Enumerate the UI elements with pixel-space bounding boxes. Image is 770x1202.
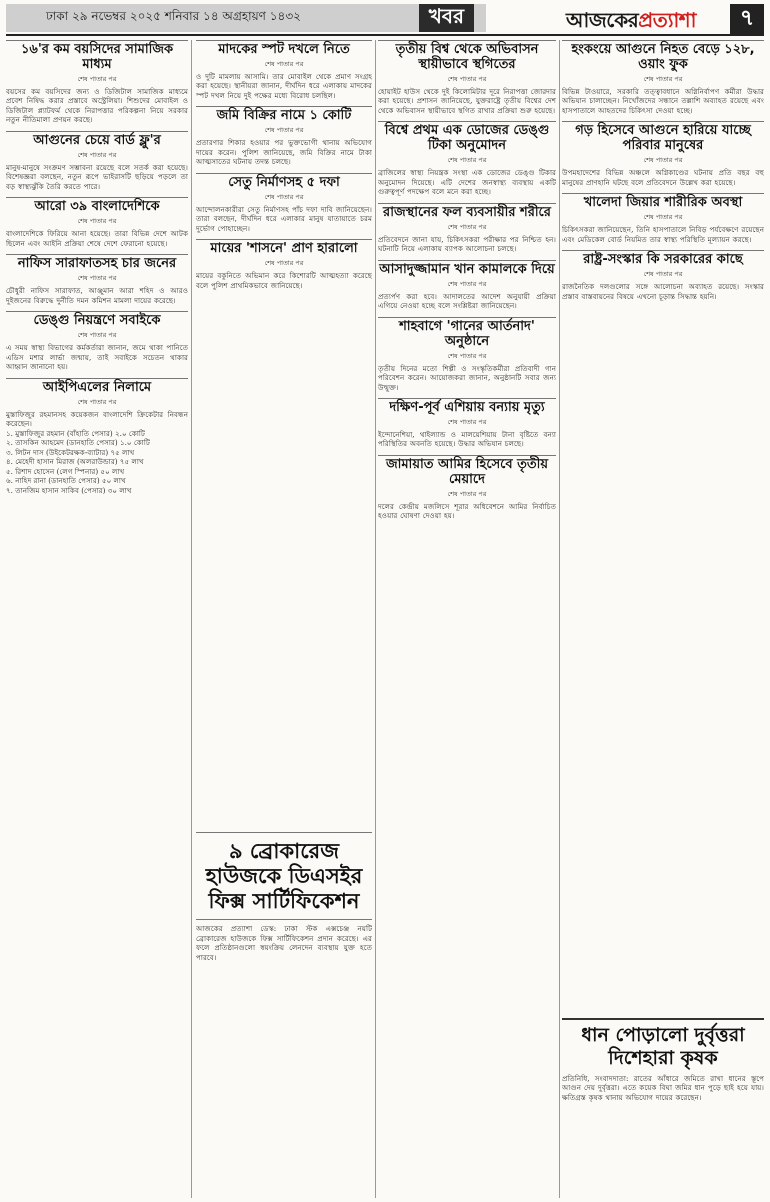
continued-label: শেষ পাতার পর bbox=[447, 74, 487, 83]
page-number: ৭ bbox=[730, 4, 764, 34]
story-shahbag bbox=[378, 317, 556, 392]
list-item: ৩. লিটন দাস (উইকেটরক্ষক-ব্যাটার) ৭৫ লাখ bbox=[6, 447, 135, 457]
story-land-sale bbox=[196, 106, 372, 166]
headline: ১৬'র কম বয়সিদের সামাজিক মাধ্যম bbox=[6, 40, 188, 74]
story-body: ব্রাজিলের স্বাস্থ্য নিয়ন্ত্রক সংস্থা এক ডোজের ডেঙ্গু টিকার অনুমোদন দিয়েছে। এটি দেশের জনস্বাস্থ্য ব্যবস্থায় একটি গুরুত্বপূর্ণ পদক্ষেপ বলে মনে করা হচ্ছে। bbox=[378, 168, 556, 197]
dateline: ঢাকা ২৯ নভেম্বর ২০২৫ শনিবার ১৪ অগ্রহায়ণ ১৪৩২ bbox=[46, 9, 301, 23]
story-ipl bbox=[6, 378, 188, 495]
continued-label: শেষ পাতার পর bbox=[447, 279, 487, 288]
continued-label: শেষ পাতার পর bbox=[264, 126, 304, 135]
headline: জমি বিক্রির নামে ১ কোটি bbox=[196, 106, 372, 125]
player-list bbox=[6, 429, 188, 496]
list-item: ৭. তানজিম হাসান সাকিব (পেসার) ৩০ লাখ bbox=[6, 485, 132, 495]
story-warning bbox=[6, 131, 188, 191]
headline: শাহবাগে 'গানের আর্তনাদ' অনুষ্ঠানে bbox=[378, 317, 556, 351]
continued-label: শেষ পাতার পর bbox=[77, 150, 117, 159]
headline: আরো ৩৯ বাংলাদেশিকে bbox=[6, 197, 188, 216]
story-body: প্রত্যর্পণ করা হবে। আদালতের আদেশ অনুযায়ী প্রক্রিয়া এগিয়ে নেওয়া হচ্ছে বলে সংশ্লিষ্টরা জানিয়েছেন। bbox=[378, 291, 556, 311]
story-body: মায়ের বকুনিতে অভিমান করে কিশোরটি আত্মহত্যা করেছে বলে পুলিশ প্রাথমিকভাবে জানিয়েছে। bbox=[196, 271, 372, 290]
story-body: রাজনৈতিক দলগুলোর সঙ্গে আলোচনা অব্যাহত রয়েছে। সংস্কার প্রস্তাব বাস্তবায়নের বিষয়ে এখনো চূড়ান্ত সিদ্ধান্ত হয়নি। bbox=[562, 282, 764, 301]
continued-label: শেষ পাতার পর bbox=[77, 274, 117, 283]
section-label: খবর bbox=[419, 4, 474, 32]
continued-label: শেষ পাতার পর bbox=[447, 351, 487, 360]
dateline-bar bbox=[6, 4, 486, 32]
column-divider bbox=[375, 40, 376, 1198]
continued-label: শেষ পাতার পর bbox=[643, 213, 683, 222]
continued-label: শেষ পাতার পর bbox=[643, 156, 683, 165]
headline: ডেঙ্গু নিয়ন্ত্রণে সবাইকে bbox=[6, 311, 188, 330]
continued-label: শেষ পাতার পর bbox=[77, 397, 117, 406]
story-bridge bbox=[196, 173, 372, 233]
story-khaleda bbox=[562, 193, 764, 244]
continued-label: শেষ পাতার পর bbox=[643, 270, 683, 279]
headline: হংকংয়ে আগুনে নিহত বেড়ে ১২৮, ওয়াং ফুক bbox=[562, 40, 764, 74]
headline: ৯ ব্রোকারেজ হাউজকে ডিএসইর ফিক্স সার্টিফিকেশন bbox=[196, 832, 372, 920]
story-sarafat bbox=[6, 254, 188, 305]
story-body: তৃতীয় দিনের মতো শিল্পী ও সংস্কৃতিকর্মীরা প্রতিবাদী গান পরিবেশন করেন। আয়োজকরা জানান, অনুষ্ঠানটি সবার জন্য উন্মুক্ত। bbox=[378, 363, 556, 392]
headline: খালেদা জিয়ার শারীরিক অবস্থা bbox=[562, 193, 764, 212]
story-body: ইন্দোনেশিয়া, থাইল্যান্ড ও মালয়েশিয়ায় টানা বৃষ্টিতে বন্যা পরিস্থিতির অবনতি হয়েছে। উদ্ধার অভিযান চলছে। bbox=[378, 429, 556, 449]
story-flood bbox=[378, 398, 556, 449]
headline: মাদকের স্পট দখলে নিতে bbox=[196, 40, 372, 59]
continued-label: শেষ পাতার পর bbox=[264, 192, 304, 201]
story-mother bbox=[196, 239, 372, 290]
story-body: আন্দোলনকারীরা সেতু নির্মাণসহ পাঁচ দফা দাবি জানিয়েছেন। তারা বলছেন, দীর্ঘদিন ধরে এলাকার মানুষ যাতায়াতে চরম দুর্ভোগ পোহাচ্ছেন। bbox=[196, 204, 372, 233]
column-divider bbox=[191, 40, 192, 1198]
story-reform bbox=[562, 250, 764, 301]
story-possession bbox=[196, 40, 372, 100]
story-body: বিভিন্ন টাওয়ারে, সরকারি তত্ত্বাবধানে অগ্নিনির্বাপণ কর্মীরা উদ্ধার অভিযান চালাচ্ছেন। নিখোঁজদের সন্ধানে তল্লাশি অব্যাহত রয়েছে এবং হাসপাতালে আহতদের চিকিৎসা দেওয়া হচ্ছে। bbox=[562, 86, 764, 115]
column-3 bbox=[378, 40, 556, 1198]
headline: সেতু নির্মাণসহ ৫ দফা bbox=[196, 173, 372, 192]
headline: মায়ের 'শাসনে' প্রাণ হারালো bbox=[196, 239, 372, 258]
story-jamaat bbox=[378, 455, 556, 521]
headline: আগুনের চেয়ে বার্ড ফ্লু'র bbox=[6, 131, 188, 150]
story-body: ও দুটি মামলায় আসামি। তার মোবাইল থেকে প্রমাণ সংগ্রহ করা হয়েছে। স্থানীয়রা জানান, দীর্ঘদিন ধরে এলাকায় মাদকের স্পট দখল নিয়ে দুই পক্ষের মধ্যে বিরোধ চলছিল। bbox=[196, 71, 372, 100]
story-vaccine bbox=[378, 121, 556, 196]
story-dengue bbox=[6, 311, 188, 371]
story-body: মুস্তাফিজুর রহমানসহ কয়েকজন বাংলাদেশি ক্রিকেটার নিবন্ধন করেছেন। bbox=[6, 409, 188, 429]
continued-label: শেষ পাতার পর bbox=[643, 74, 683, 83]
column-2 bbox=[196, 40, 372, 520]
story-body: প্রতিনিধি, সংবাদদাতা: রাতের আঁধারে জমিতে রাখা ধানের স্তূপে আগুন দেয় দুর্বৃত্তরা। এতে কয়েক বিঘা জমির ধান পুড়ে ছাই হয়ে যায়। ক্ষতিগ্রস্ত কৃষক থানায় অভিযোগ দায়ের করেছেন। bbox=[562, 1073, 764, 1102]
continued-label: শেষ পাতার পর bbox=[447, 156, 487, 165]
story-bangladesh-39 bbox=[6, 197, 188, 248]
headline: রাষ্ট্র-সংস্কার কি সরকারের কাছে bbox=[562, 250, 764, 269]
brand-logo: আজকেরপ্রত্যাশা bbox=[566, 8, 696, 32]
list-item: ৪. মেহেদী হাসান মিরাজ (অলরাউন্ডার) ৭৫ লাখ bbox=[6, 457, 144, 467]
story-fire-death bbox=[562, 40, 764, 115]
continued-label: শেষ পাতার পর bbox=[264, 259, 304, 268]
continued-label: শেষ পাতার পর bbox=[77, 331, 117, 340]
story-body: বয়সের কম বয়সিদের জন্য ও ডিজিটাল সামাজিক মাধ্যমে প্রবেশ নিষিদ্ধ করার প্রস্তাবে অস্ট্রেলিয়া। শিশুদের মোবাইল ও ডিজিটাল প্ল্যাটফর্ম থেকে নিরাপত্তার পরিকল্পনা নিয়ে সরকার নতুন নীতিমালা প্রণয়ন করছে। bbox=[6, 86, 188, 125]
story-brokerage bbox=[196, 832, 372, 1198]
continued-label: শেষ পাতার পর bbox=[264, 59, 304, 68]
column-divider bbox=[559, 40, 560, 1198]
story-body: দলের কেন্দ্রীয় মজলিসে শূরার অধিবেশনে আমির নির্বাচিত হওয়ার ঘোষণা দেওয়া হয়। bbox=[378, 501, 556, 521]
story-body: চিকিৎসকরা জানিয়েছেন, তিনি হাসপাতালে নিবিড় পর্যবেক্ষণে রয়েছেন এবং মেডিকেল বোর্ড নিয়মিত তার স্বাস্থ্য পরিস্থিতি মূল্যায়ন করছে। bbox=[562, 225, 764, 244]
list-item: ১. মুস্তাফিজুর রহমান (বাঁহাতি পেসার) ২.০ কোটি bbox=[6, 428, 145, 438]
story-rajshahi bbox=[378, 203, 556, 254]
headline: জামায়াত আমির হিসেবে তৃতীয় মেয়াদে bbox=[378, 455, 556, 489]
story-self-reliance bbox=[378, 40, 556, 115]
headline: তৃতীয় বিশ্ব থেকে অভিবাসন স্থায়ীভাবে স্থগিতের bbox=[378, 40, 556, 74]
headline: ধান পোড়ালো দুর্বৃত্তরা দিশেহারা কৃষক bbox=[581, 1024, 745, 1069]
list-item: ২. তাসকিন আহমেদ (ডানহাতি পেসার) ১.০ কোটি bbox=[6, 438, 150, 448]
continued-label: শেষ পাতার পর bbox=[447, 417, 487, 426]
continued-label: শেষ পাতার পর bbox=[447, 222, 487, 231]
story-paddy-fire bbox=[562, 1018, 764, 1198]
continued-label: শেষ পাতার পর bbox=[77, 74, 117, 83]
list-item: ৫. রিশাদ হোসেন (লেগ স্পিনার) ৫০ লাখ bbox=[6, 466, 125, 476]
story-body: মানুষ-মানুষে সংক্রমণ সম্ভাবনা রয়েছে বলে সতর্ক করা হয়েছে। বিশেষজ্ঞরা বলছেন, নতুন রূপে ভাইরাসটি ছড়িয়ে পড়লে তা বড় স্বাস্থ্যঝুঁকি তৈরি করতে পারে। bbox=[6, 162, 188, 191]
headline: গড় হিসেবে আগুনে হারিয়ে যাচ্ছে পরিবার মানুষের bbox=[562, 121, 764, 155]
headline: আসাদুজ্জামান খান কামালকে দিয়ে bbox=[379, 261, 555, 277]
story-body: প্রতারণার শিকার হওয়ার পর ভুক্তভোগী থানায় অভিযোগ দায়ের করেন। পুলিশ জানিয়েছে, জমি বিক্রির নামে টাকা আত্মসাতের ঘটনায় তদন্ত চলছে। bbox=[196, 138, 372, 167]
story-body: প্রতিবেদনে জানা যায়, চিকিৎসকরা পরীক্ষার পর নিশ্চিত হন। ঘটনাটি নিয়ে এলাকায় ব্যাপক আলোচনা চলছে। bbox=[378, 234, 556, 254]
headline: আইপিএলের নিলামে bbox=[6, 378, 188, 397]
headline: নাফিস সারাফাতসহ চার জনের bbox=[6, 254, 188, 273]
story-body: এ সময় স্বাস্থ্য বিভাগের কর্মকর্তারা জানান, জমে থাকা পানিতে এডিস মশার লার্ভা জন্মায়, তাই সবাইকে সচেতন থাকার আহ্বান জানানো হয়। bbox=[6, 343, 188, 372]
story-body: আজকের প্রত্যাশা ডেস্ক: ঢাকা স্টক এক্সচেঞ্জ নয়টি ব্রোকারেজ হাউজকে ফিক্স সার্টিফিকেশন প্রদান করেছে। এর ফলে প্রতিষ্ঠানগুলো স্বয়ংক্রিয় লেনদেন ব্যবস্থায় যুক্ত হতে পারবে। bbox=[196, 924, 372, 962]
column-1 bbox=[6, 40, 188, 1198]
story-body: হোয়াইট হাউস থেকে দুই কিলোমিটার দূরে নিরাপত্তা জোরদার করা হয়েছে। প্রশাসন জানিয়েছে, যুক্তরাষ্ট্রে তৃতীয় বিশ্বের দেশ থেকে অভিবাসন স্থায়ীভাবে স্থগিত রাখার প্রক্রিয়া শুরু হয়েছে। bbox=[378, 86, 556, 115]
headline: দক্ষিণ-পূর্ব এশিয়ায় বন্যায় মৃত্যু bbox=[378, 398, 556, 417]
headline: বিশ্বে প্রথম এক ডোজের ডেঙ্গু টিকা অনুমোদন bbox=[378, 121, 556, 155]
story-asaduzzaman bbox=[378, 260, 556, 311]
headline: রাজস্থানের ফল ব্যবসায়ীর শরীরে bbox=[378, 203, 556, 222]
story-body: চৌধুরী নাফিস সারাফাত, আঞ্জুমান আরা শহিদ ও আরও দুইজনের বিরুদ্ধে দুর্নীতি দমন কমিশন মামলা দায়ের করেছে। bbox=[6, 286, 188, 305]
masthead bbox=[6, 4, 764, 36]
column-4 bbox=[562, 40, 764, 1015]
story-body: উপমহাদেশের বিভিন্ন অঞ্চলে অগ্নিকাণ্ডের ঘটনায় প্রতি বছর বহু মানুষের প্রাণহানি ঘটছে বলে প্রতিবেদনে উল্লেখ করা হয়েছে। bbox=[562, 168, 764, 187]
story-garh-fire bbox=[562, 121, 764, 187]
continued-label: শেষ পাতার পর bbox=[447, 489, 487, 498]
story-body: বাংলাদেশিকে ফিরিয়ে আনা হয়েছে। তারা বিভিন্ন দেশে আটক ছিলেন এবং আইনি প্রক্রিয়া শেষে দেশে ফেরানো হয়েছে। bbox=[6, 229, 188, 248]
continued-label: শেষ পাতার পর bbox=[77, 217, 117, 226]
story-social-media bbox=[6, 40, 188, 125]
list-item: ৬. নাহিদ রানা (ডানহাতি পেসার) ৫০ লাখ bbox=[6, 476, 126, 486]
